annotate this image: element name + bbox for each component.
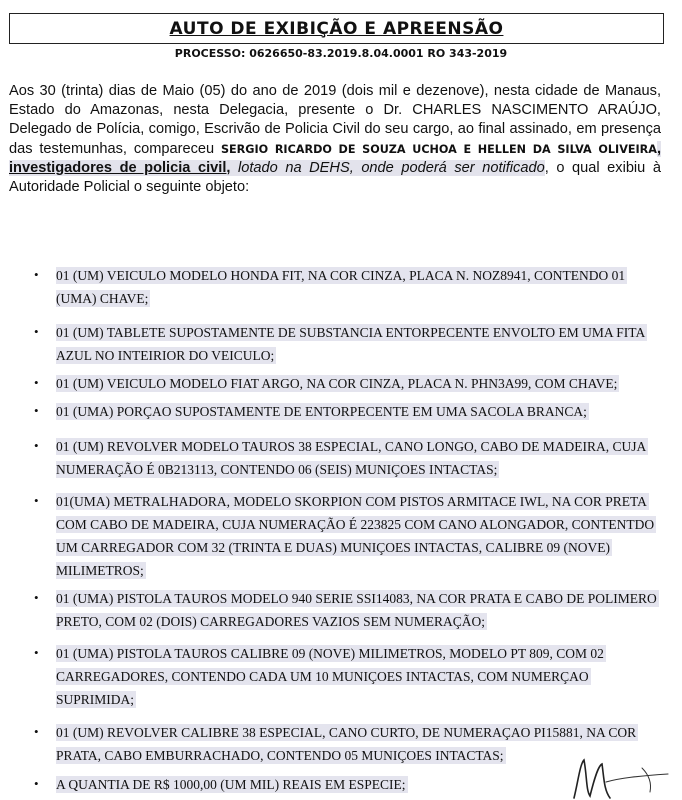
item-line-text: MILIMETROS; xyxy=(56,563,144,578)
item-line xyxy=(56,376,619,392)
item-line xyxy=(56,494,649,510)
item-line xyxy=(56,404,589,420)
item-line xyxy=(56,540,612,556)
item-line xyxy=(56,614,487,630)
intro-text: Aos 30 (trinta) dias de Maio (05) do ano de 2019 (dois mil e dezenove), nesta cidade de Manaus, Estado do Amazonas, nesta Delegacia, presente o Dr. CHARLES NASCIMENTO ARAÚJO, Delegado de Polícia, comigo, Escrivão de Policia Civil do seu cargo, ao final assinado, em presença das testemunhas, compareceu xyxy=(9,83,661,157)
item-line xyxy=(56,348,276,364)
bullet-icon: • xyxy=(34,403,39,418)
item-line-text: AZUL NO INTEIRIOR DO VEICULO; xyxy=(56,348,275,363)
bullet-icon: • xyxy=(34,324,39,339)
item-line-text: 01 (UMA) PORÇAO SUPOSTAMENTE DE ENTORPECENTE EM UMA SACOLA BRANCA; xyxy=(56,404,587,419)
item-line-text: (UMA) CHAVE; xyxy=(56,291,149,306)
bullet-icon: • xyxy=(34,493,39,508)
bullet-icon: • xyxy=(34,590,39,605)
item-line xyxy=(56,563,146,579)
item-line-text: PRETO, COM 02 (DOIS) CARREGADORES VAZIOS SEM NUMERAÇÃO; xyxy=(56,614,486,629)
item-line-text: A QUANTIA DE R$ 1000,00 (UM MIL) REAIS EM ESPECIE; xyxy=(56,777,406,792)
item-line-text: COM CABO DE MADEIRA, CUJA NUMERAÇÃO É 223825 COM CANO ALONGADOR, CONTENTDO xyxy=(56,517,655,532)
item-line xyxy=(56,591,659,607)
intro-text-end: , o qual exibiu à Autoridade Policial o seguinte objeto: xyxy=(9,159,661,196)
bullet-icon: • xyxy=(34,724,39,739)
bullet-icon: • xyxy=(34,375,39,390)
signature-scribble xyxy=(568,752,678,800)
item-line-text: 01 (UM) REVOLVER MODELO TAUROS 38 ESPECIAL, CANO LONGO, CABO DE MADEIRA, CUJA xyxy=(56,439,647,454)
item-line-text: 01 (UM) TABLETE SUPOSTAMENTE DE SUBSTANCIA ENTORPECENTE ENVOLTO EM UMA FITA xyxy=(56,325,646,340)
item-line xyxy=(56,692,136,708)
item-line xyxy=(56,462,499,478)
item-line xyxy=(56,325,647,341)
item-line-text: 01 (UM) VEICULO MODELO HONDA FIT, NA COR CINZA, PLACA N. NOZ8941, CONTENDO 01 xyxy=(56,268,626,283)
item-line xyxy=(56,777,408,793)
investigator-names: SERGIO RICARDO DE SOUZA UCHOA E HELLEN DA SILVA OLIVEIRA xyxy=(220,142,657,156)
item-line-text: PRATA, CABO EMBURRACHADO, CONTENDO 05 MUNIÇOES INTACTAS; xyxy=(56,748,504,763)
item-line-text: SUPRIMIDA; xyxy=(56,692,135,707)
item-line xyxy=(56,517,656,533)
item-line xyxy=(56,268,627,284)
investigator-role: , investigadores de policia civil, xyxy=(9,140,661,176)
bullet-icon: • xyxy=(34,645,39,660)
item-line xyxy=(56,439,648,455)
lotado-text: lotado na DEHS, onde poderá ser notificado xyxy=(230,159,545,176)
item-line-text: 01 (UMA) PISTOLA TAUROS MODELO 940 SERIE SSI14083, NA COR PRATA E CABO DE POLIMERO xyxy=(56,591,657,606)
item-line-text: 01 (UM) REVOLVER CALIBRE 38 ESPECIAL, CANO CURTO, DE NUMERAÇAO PI15881, NA COR xyxy=(56,725,637,740)
item-line-text: 01 (UMA) PISTOLA TAUROS CALIBRE 09 (NOVE) MILIMETROS, MODELO PT 809, COM 02 xyxy=(56,646,604,661)
bullet-icon: • xyxy=(34,438,39,453)
item-line-text: NUMERAÇÃO É 0B213113, CONTENDO 06 (SEIS) MUNIÇOES INTACTAS; xyxy=(56,462,498,477)
bullet-icon: • xyxy=(34,267,39,282)
item-line-text: 01 (UM) VEICULO MODELO FIAT ARGO, NA COR CINZA, PLACA N. PHN3A99, COM CHAVE; xyxy=(56,376,618,391)
bullet-icon: • xyxy=(34,776,39,791)
item-line-text: CARREGADORES, CONTENDO CADA UM 10 MUNIÇOES INTACTAS, COM NUMERÇAO xyxy=(56,669,589,684)
item-line-text: UM CARREGADOR COM 32 (TRINTA E DUAS) MUNIÇOES INTACTAS, CALIBRE 09 (NOVE) xyxy=(56,540,611,555)
item-line xyxy=(56,291,150,307)
item-line xyxy=(56,748,506,764)
item-line xyxy=(56,725,638,741)
process-number: PROCESSO: 0626650-83.2019.8.04.0001 RO 343-2019 xyxy=(174,47,508,60)
item-line xyxy=(56,669,591,685)
item-line xyxy=(56,646,606,662)
document-title: AUTO DE EXIBIÇÃO E APREENSÃO xyxy=(169,18,504,39)
item-line-text: 01(UMA) METRALHADORA, MODELO SKORPION COM PISTOS ARMITACE IWL, NA COR PRETA xyxy=(56,494,647,509)
